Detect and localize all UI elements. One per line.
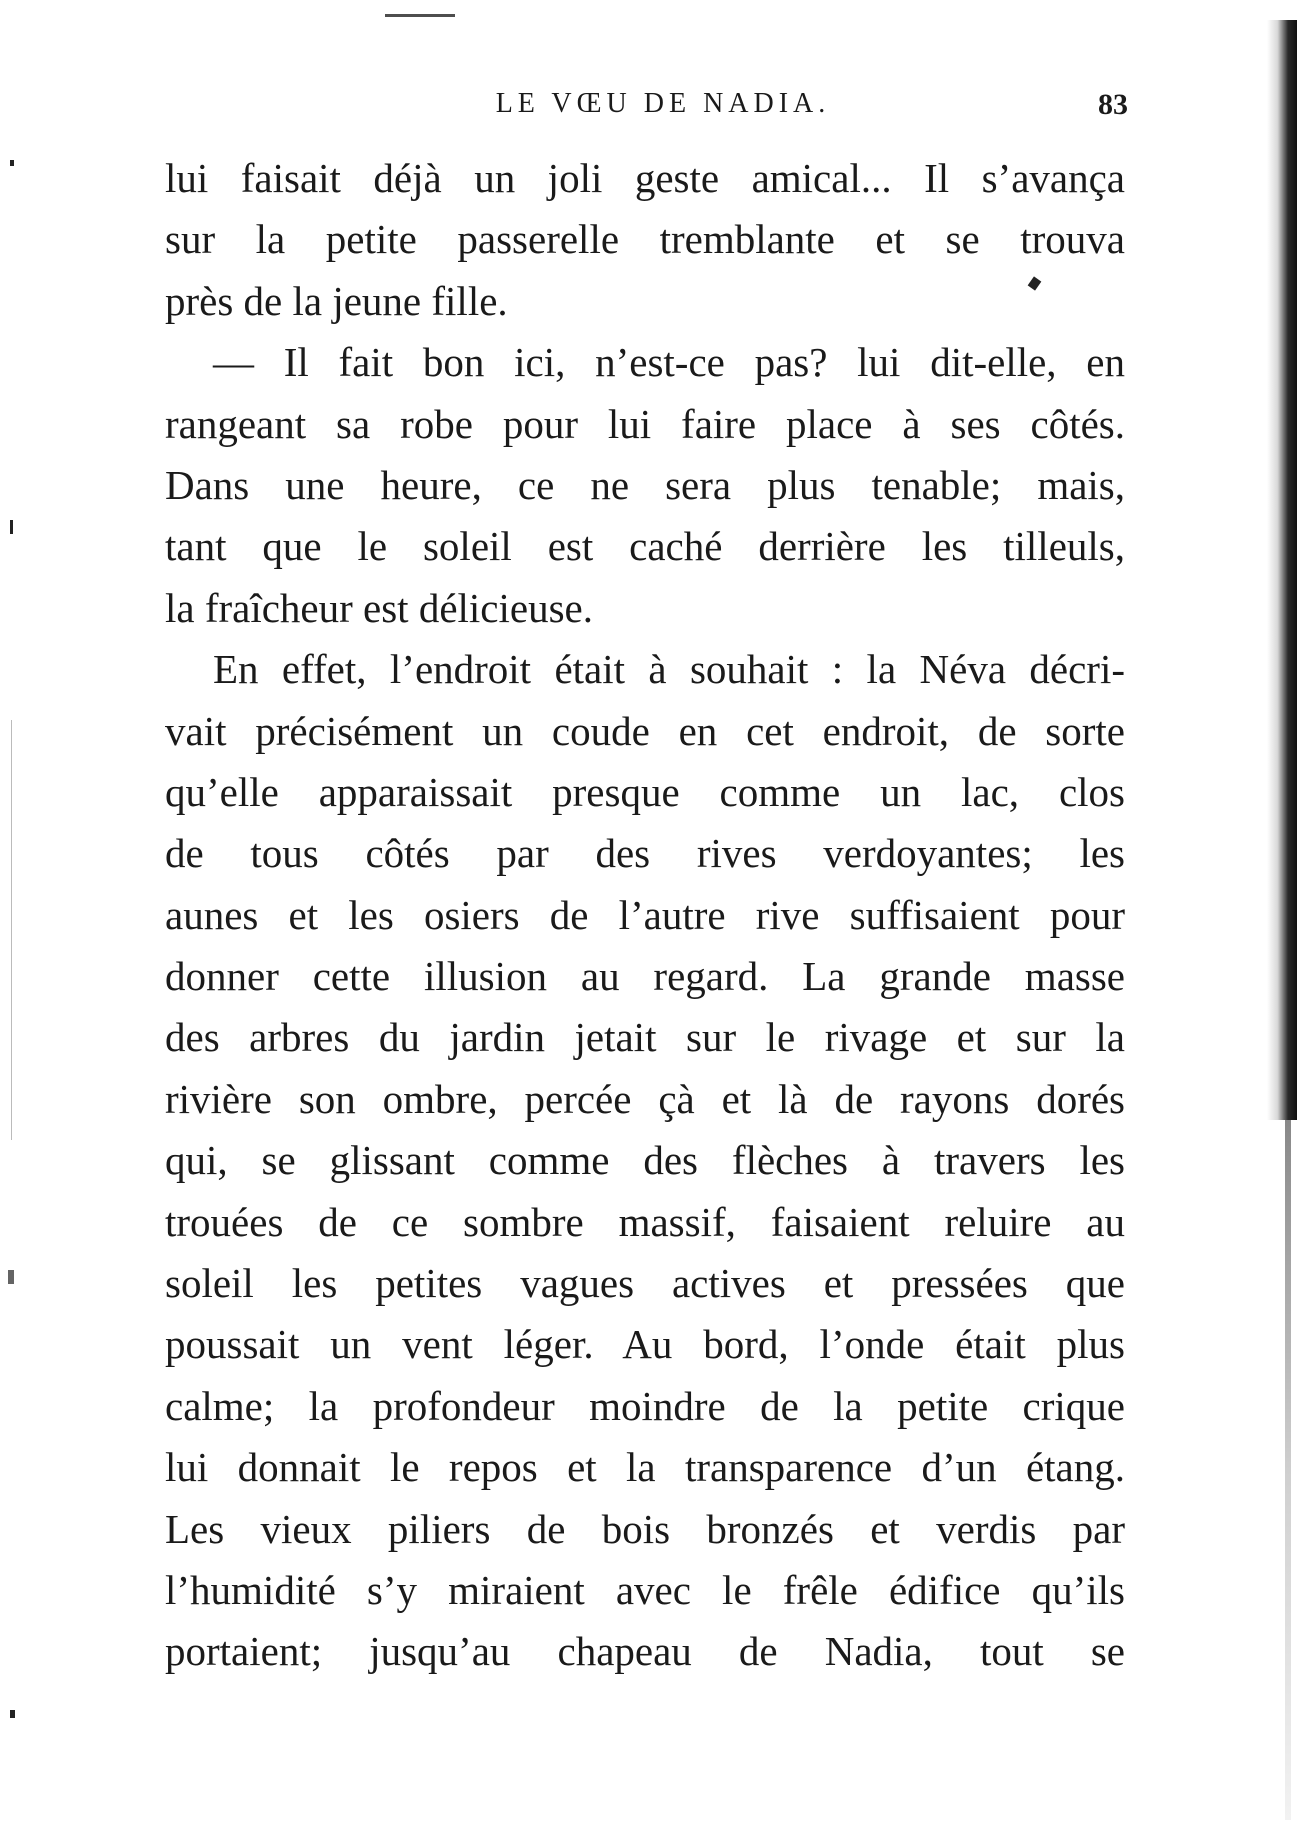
text-line: calme; la profondeur moindre de la petite crique [165, 1382, 1125, 1429]
text-line: aunes et les osiers de l’autre rive suffisaient pour [165, 891, 1125, 938]
running-header [168, 88, 1128, 128]
text-line: Les vieux piliers de bois bronzés et verdis par [165, 1505, 1125, 1552]
text-line: Dans une heure, ce ne sera plus tenable; mais, [165, 461, 1125, 508]
text-line: rangeant sa robe pour lui faire place à ses côtés. [165, 400, 1125, 447]
text-line: des arbres du jardin jetait sur le rivage et sur la [165, 1014, 1125, 1061]
scan-artifact [10, 1710, 15, 1718]
text-line: poussait un vent léger. Au bord, l’onde était plus [165, 1321, 1125, 1368]
margin-line [11, 720, 12, 1140]
text-line: lui faisait déjà un joli geste amical... Il s’avança [165, 155, 1125, 201]
text-line: tant que le soleil est caché derrière les tilleuls, [165, 523, 1125, 570]
text-line: qui, se glissant comme des flèches à travers les [165, 1137, 1125, 1184]
text-line: — Il fait bon ici, n’est-ce pas? lui dit-elle, en [213, 339, 1125, 386]
text-line: donner cette illusion au regard. La grande masse [165, 953, 1125, 1000]
page-number: 83 [1098, 88, 1128, 121]
text-line: En effet, l’endroit était à souhait : la Néva décri- [213, 646, 1125, 693]
text-line: portaient; jusqu’au chapeau de Nadia, tout se [165, 1628, 1125, 1675]
text-line: la fraîcheur est délicieuse. [165, 584, 593, 631]
text-line: lui donnait le repos et la transparence d’un étang. [165, 1444, 1125, 1491]
body-text [165, 148, 1125, 1683]
text-line: rivière son ombre, percée çà et là de rayons dorés [165, 1075, 1125, 1122]
scan-artifact [8, 1270, 14, 1284]
text-line: sur la petite passerelle tremblante et se trouva [165, 216, 1125, 263]
running-title: LE VŒU DE NADIA. [495, 88, 831, 119]
scan-artifact [10, 520, 13, 534]
text-line: près de la jeune fille. [165, 277, 508, 324]
text-line: l’humidité s’y miraient avec le frêle édifice qu’ils [165, 1566, 1125, 1613]
book-edge-shadow [1285, 1120, 1291, 1820]
scan-artifact [385, 14, 455, 17]
text-line: vait précisément un coude en cet endroit, de sorte [165, 707, 1125, 754]
text-line: de tous côtés par des rives verdoyantes; les [165, 830, 1125, 877]
scan-artifact [10, 160, 14, 166]
text-line: qu’elle apparaissait presque comme un lac, clos [165, 768, 1125, 815]
text-line: soleil les petites vagues actives et pressées que [165, 1260, 1125, 1307]
book-spine-shadow [1267, 20, 1297, 1120]
text-line: trouées de ce sombre massif, faisaient reluire au [165, 1198, 1125, 1245]
